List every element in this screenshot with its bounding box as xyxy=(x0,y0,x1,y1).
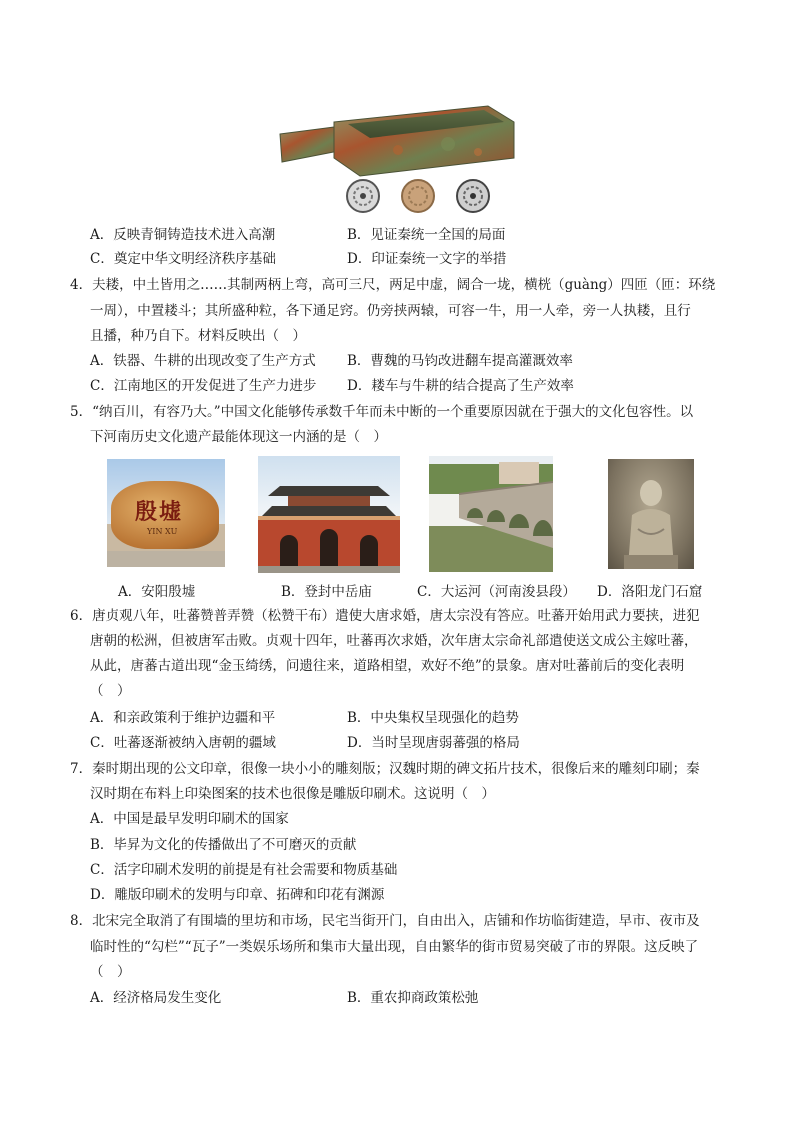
stone-pinyin: YIN XU xyxy=(147,527,178,536)
q5-caption-a[interactable]: A．安阳殷墟 xyxy=(118,584,196,600)
q4-option-d[interactable]: D．耧车与牛耕的结合提高了生产效率 xyxy=(347,378,574,394)
q7-option-b[interactable]: B．毕昇为文化的传播做出了不可磨灭的贡献 xyxy=(90,837,357,853)
coin-icon xyxy=(455,178,491,218)
q8-option-b[interactable]: B．重农抑商政策松弛 xyxy=(347,990,479,1006)
q7-option-c[interactable]: C．活字印刷术发明的前提是有社会需要和物质基础 xyxy=(90,862,398,878)
q8-stem-line: 临时性的“勾栏”“瓦子”一类娱乐场所和集市大量出现，自由繁华的街市贸易突破了市的界限。这反映了 xyxy=(90,939,699,955)
q5-caption-d[interactable]: D．洛阳龙门石窟 xyxy=(597,584,703,600)
q4-option-b[interactable]: B．曹魏的马钧改进翻车提高灌溉效率 xyxy=(347,353,573,369)
stone-inscription: 殷墟 xyxy=(135,499,184,525)
coin-icon xyxy=(400,178,436,218)
q5-caption-b[interactable]: B．登封中岳庙 xyxy=(281,584,372,600)
q6-option-a[interactable]: A．和亲政策利于维护边疆和平 xyxy=(90,710,276,726)
q3-option-d[interactable]: D．印证秦统一文字的举措 xyxy=(347,251,507,267)
yinxu-stone-photo xyxy=(107,459,225,567)
q5-stem-line: 5．“纳百川，有容乃大。”中国文化能够传承数千年而未中断的一个重要原因就在于强大的文化包容性。以 xyxy=(70,404,694,420)
q6-stem-line: （ ） xyxy=(90,683,131,699)
q4-stem-line: 且播，种乃自下。材料反映出（ ） xyxy=(90,328,306,344)
q3-option-c[interactable]: C．奠定中华文明经济秩序基础 xyxy=(90,251,276,267)
q6-option-b[interactable]: B．中央集权呈现强化的趋势 xyxy=(347,710,519,726)
q4-stem-line: 4．夫耧，中土皆用之……其制两柄上弯，高可三尺，两足中虚，阔合一垅，横桄（guàng）四匝（匝：环绕 xyxy=(70,277,716,293)
q4-option-a[interactable]: A．铁器、牛耕的出现改变了生产方式 xyxy=(90,353,316,369)
q3-option-b[interactable]: B．见证秦统一全国的局面 xyxy=(347,227,506,243)
q4-stem-line: 一周），中置耧斗；其所盛种粒，各下通足窍。仍旁挟两辕，可容一牛，用一人牵，旁一人执耧，且行 xyxy=(90,303,691,319)
q7-option-a[interactable]: A．中国是最早发明印刷术的国家 xyxy=(90,811,289,827)
q8-stem-line: （ ） xyxy=(90,964,131,980)
q7-option-d[interactable]: D．雕版印刷术的发明与印章、拓碑和印花有渊源 xyxy=(90,887,385,903)
q7-stem-line: 7．秦时期出现的公文印章，很像一块小小的雕刻版；汉魏时期的碑文拓片技术，很像后来的雕刻印刷；秦 xyxy=(70,761,700,777)
q8-option-a[interactable]: A．经济格局发生变化 xyxy=(90,990,222,1006)
q5-caption-c[interactable]: C．大运河（河南浚县段） xyxy=(417,584,576,600)
longmen-grottoes-photo xyxy=(608,459,694,569)
q6-option-c[interactable]: C．吐蕃逐渐被纳入唐朝的疆域 xyxy=(90,735,276,751)
q6-stem-line: 从此，唐蕃古道出现“金玉绮绣，问遗往来，道路相望，欢好不绝”的景象。唐对吐蕃前后的变化表明 xyxy=(90,658,685,674)
q5-stem-line: 下河南历史文化遗产最能体现这一内涵的是（ ） xyxy=(90,429,387,445)
q8-stem-line: 8．北宋完全取消了有围墙的里坊和市场，民宅当街开门，自由出入，店铺和作坊临街建造，早市、夜市及 xyxy=(70,913,700,929)
bronze-vessel-image xyxy=(278,100,518,178)
coin-icon xyxy=(345,178,381,218)
q4-option-c[interactable]: C．江南地区的开发促进了生产力进步 xyxy=(90,378,317,394)
q6-option-d[interactable]: D．当时呈现唐弱蕃强的格局 xyxy=(347,735,520,751)
q7-stem-line: 汉时期在布料上印染图案的技术也很像是雕版印刷术。这说明（ ） xyxy=(90,786,495,802)
zhongyue-temple-photo xyxy=(258,456,400,573)
q6-stem-line: 唐朝的松洲，但被唐军击败。贞观十四年，吐蕃再次求婚，次年唐太宗命礼部遣使送文成公主嫁吐蕃， xyxy=(90,633,698,649)
q6-stem-line: 6．唐贞观八年，吐蕃赞普弄赞（松赞干布）遣使大唐求婚，唐太宗没有答应。吐蕃开始用武力要挟，进犯 xyxy=(70,608,700,624)
q3-option-a[interactable]: A．反映青铜铸造技术进入高潮 xyxy=(90,227,276,243)
grand-canal-bridge-photo xyxy=(429,456,553,572)
